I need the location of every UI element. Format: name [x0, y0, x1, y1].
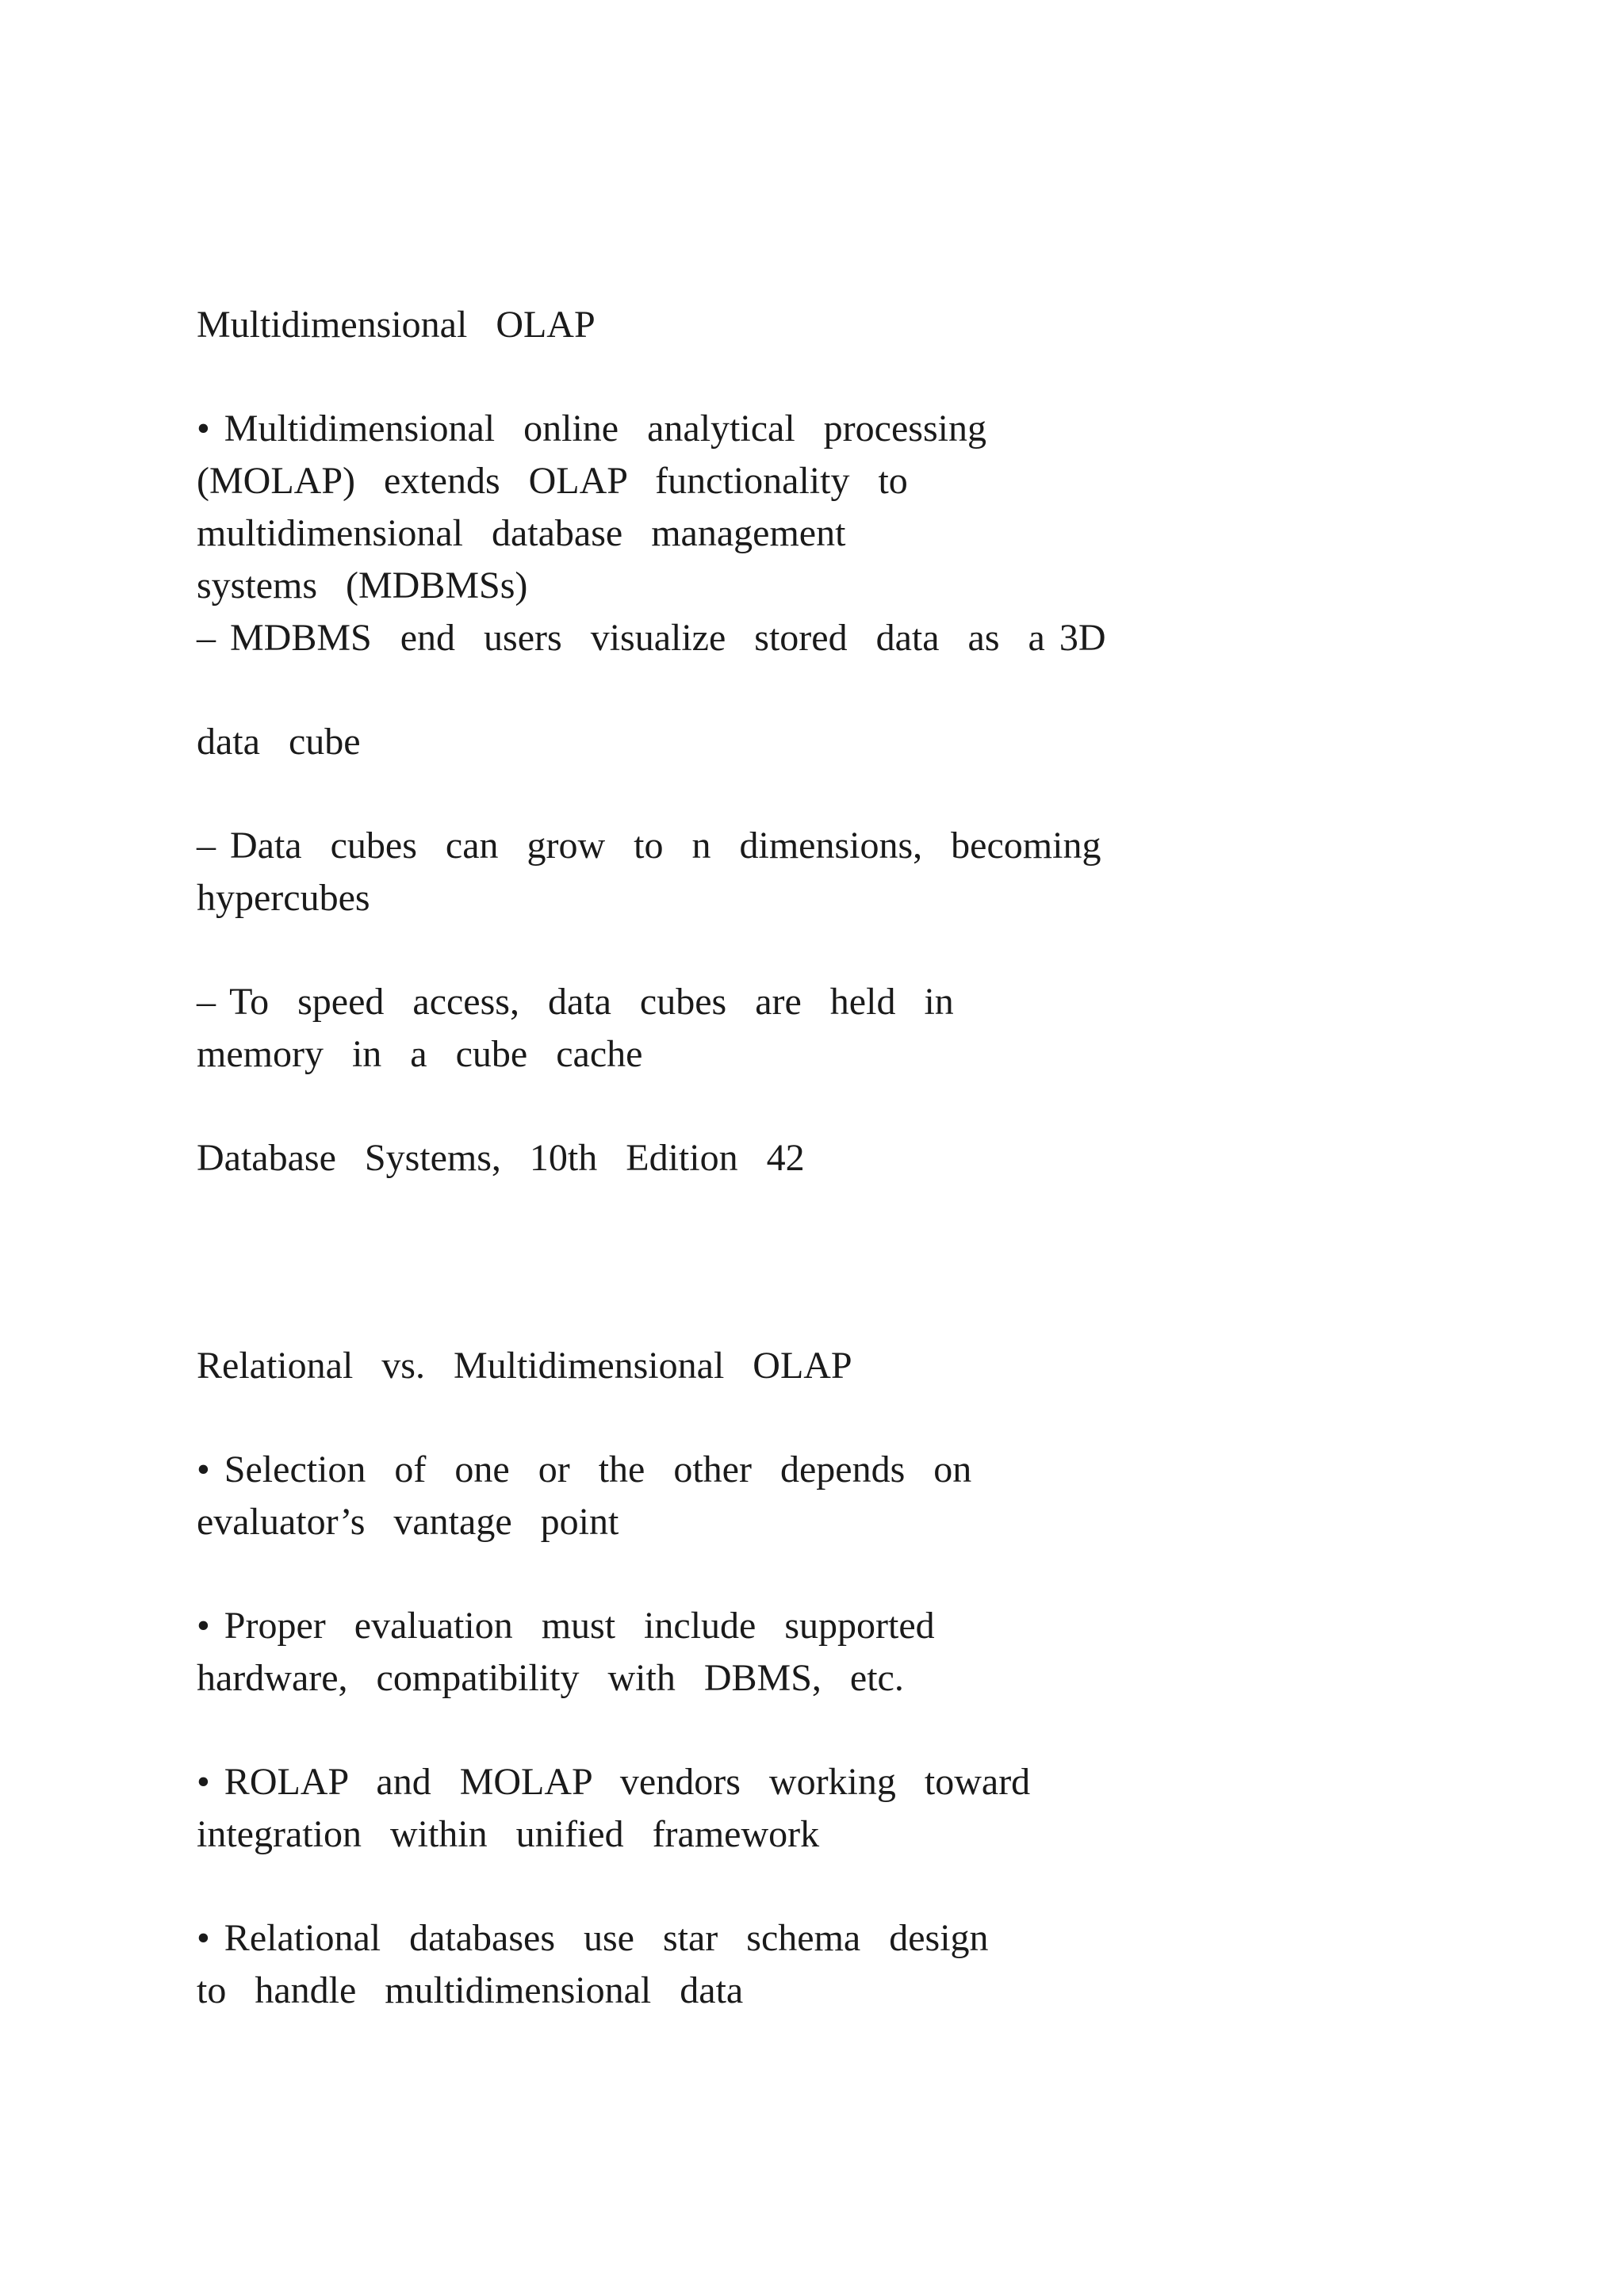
bullet-line: • Proper evaluation must include supported [197, 1605, 935, 1647]
sub-bullet-line: data cube [197, 721, 361, 763]
bullet-line: integration within unified framework [197, 1813, 820, 1855]
section-1-heading: Multidimensional OLAP [197, 304, 596, 346]
bullet-line: hardware, compatibility with DBMS, etc. [197, 1657, 904, 1699]
sub-bullet-line: – MDBMS end users visualize stored data as a 3D [197, 617, 1106, 659]
bullet-line: evaluator’s vantage point [197, 1501, 619, 1543]
bullet-line: • ROLAP and MOLAP vendors working toward [197, 1761, 1031, 1803]
sub-bullet-line: – To speed access, data cubes are held in [197, 981, 954, 1023]
bullet-line: multidimensional database management [197, 512, 846, 554]
bullet-line: (MOLAP) extends OLAP functionality to [197, 460, 908, 502]
bullet-line: systems (MDBMSs) [197, 564, 528, 607]
bullet-line: • Relational databases use star schema design [197, 1917, 989, 1959]
sub-bullet-line: hypercubes [197, 877, 370, 919]
slide-footer: Database Systems, 10th Edition 42 [197, 1137, 805, 1179]
bullet-line: • Selection of one or the other depends on [197, 1448, 972, 1490]
section-2-heading: Relational vs. Multidimensional OLAP [197, 1345, 852, 1387]
sub-bullet-line: – Data cubes can grow to n dimensions, becoming [197, 825, 1101, 867]
bullet-line: to handle multidimensional data [197, 1969, 744, 2011]
bullet-line: • Multidimensional online analytical processing [197, 408, 986, 450]
sub-bullet-line: memory in a cube cache [197, 1033, 643, 1075]
